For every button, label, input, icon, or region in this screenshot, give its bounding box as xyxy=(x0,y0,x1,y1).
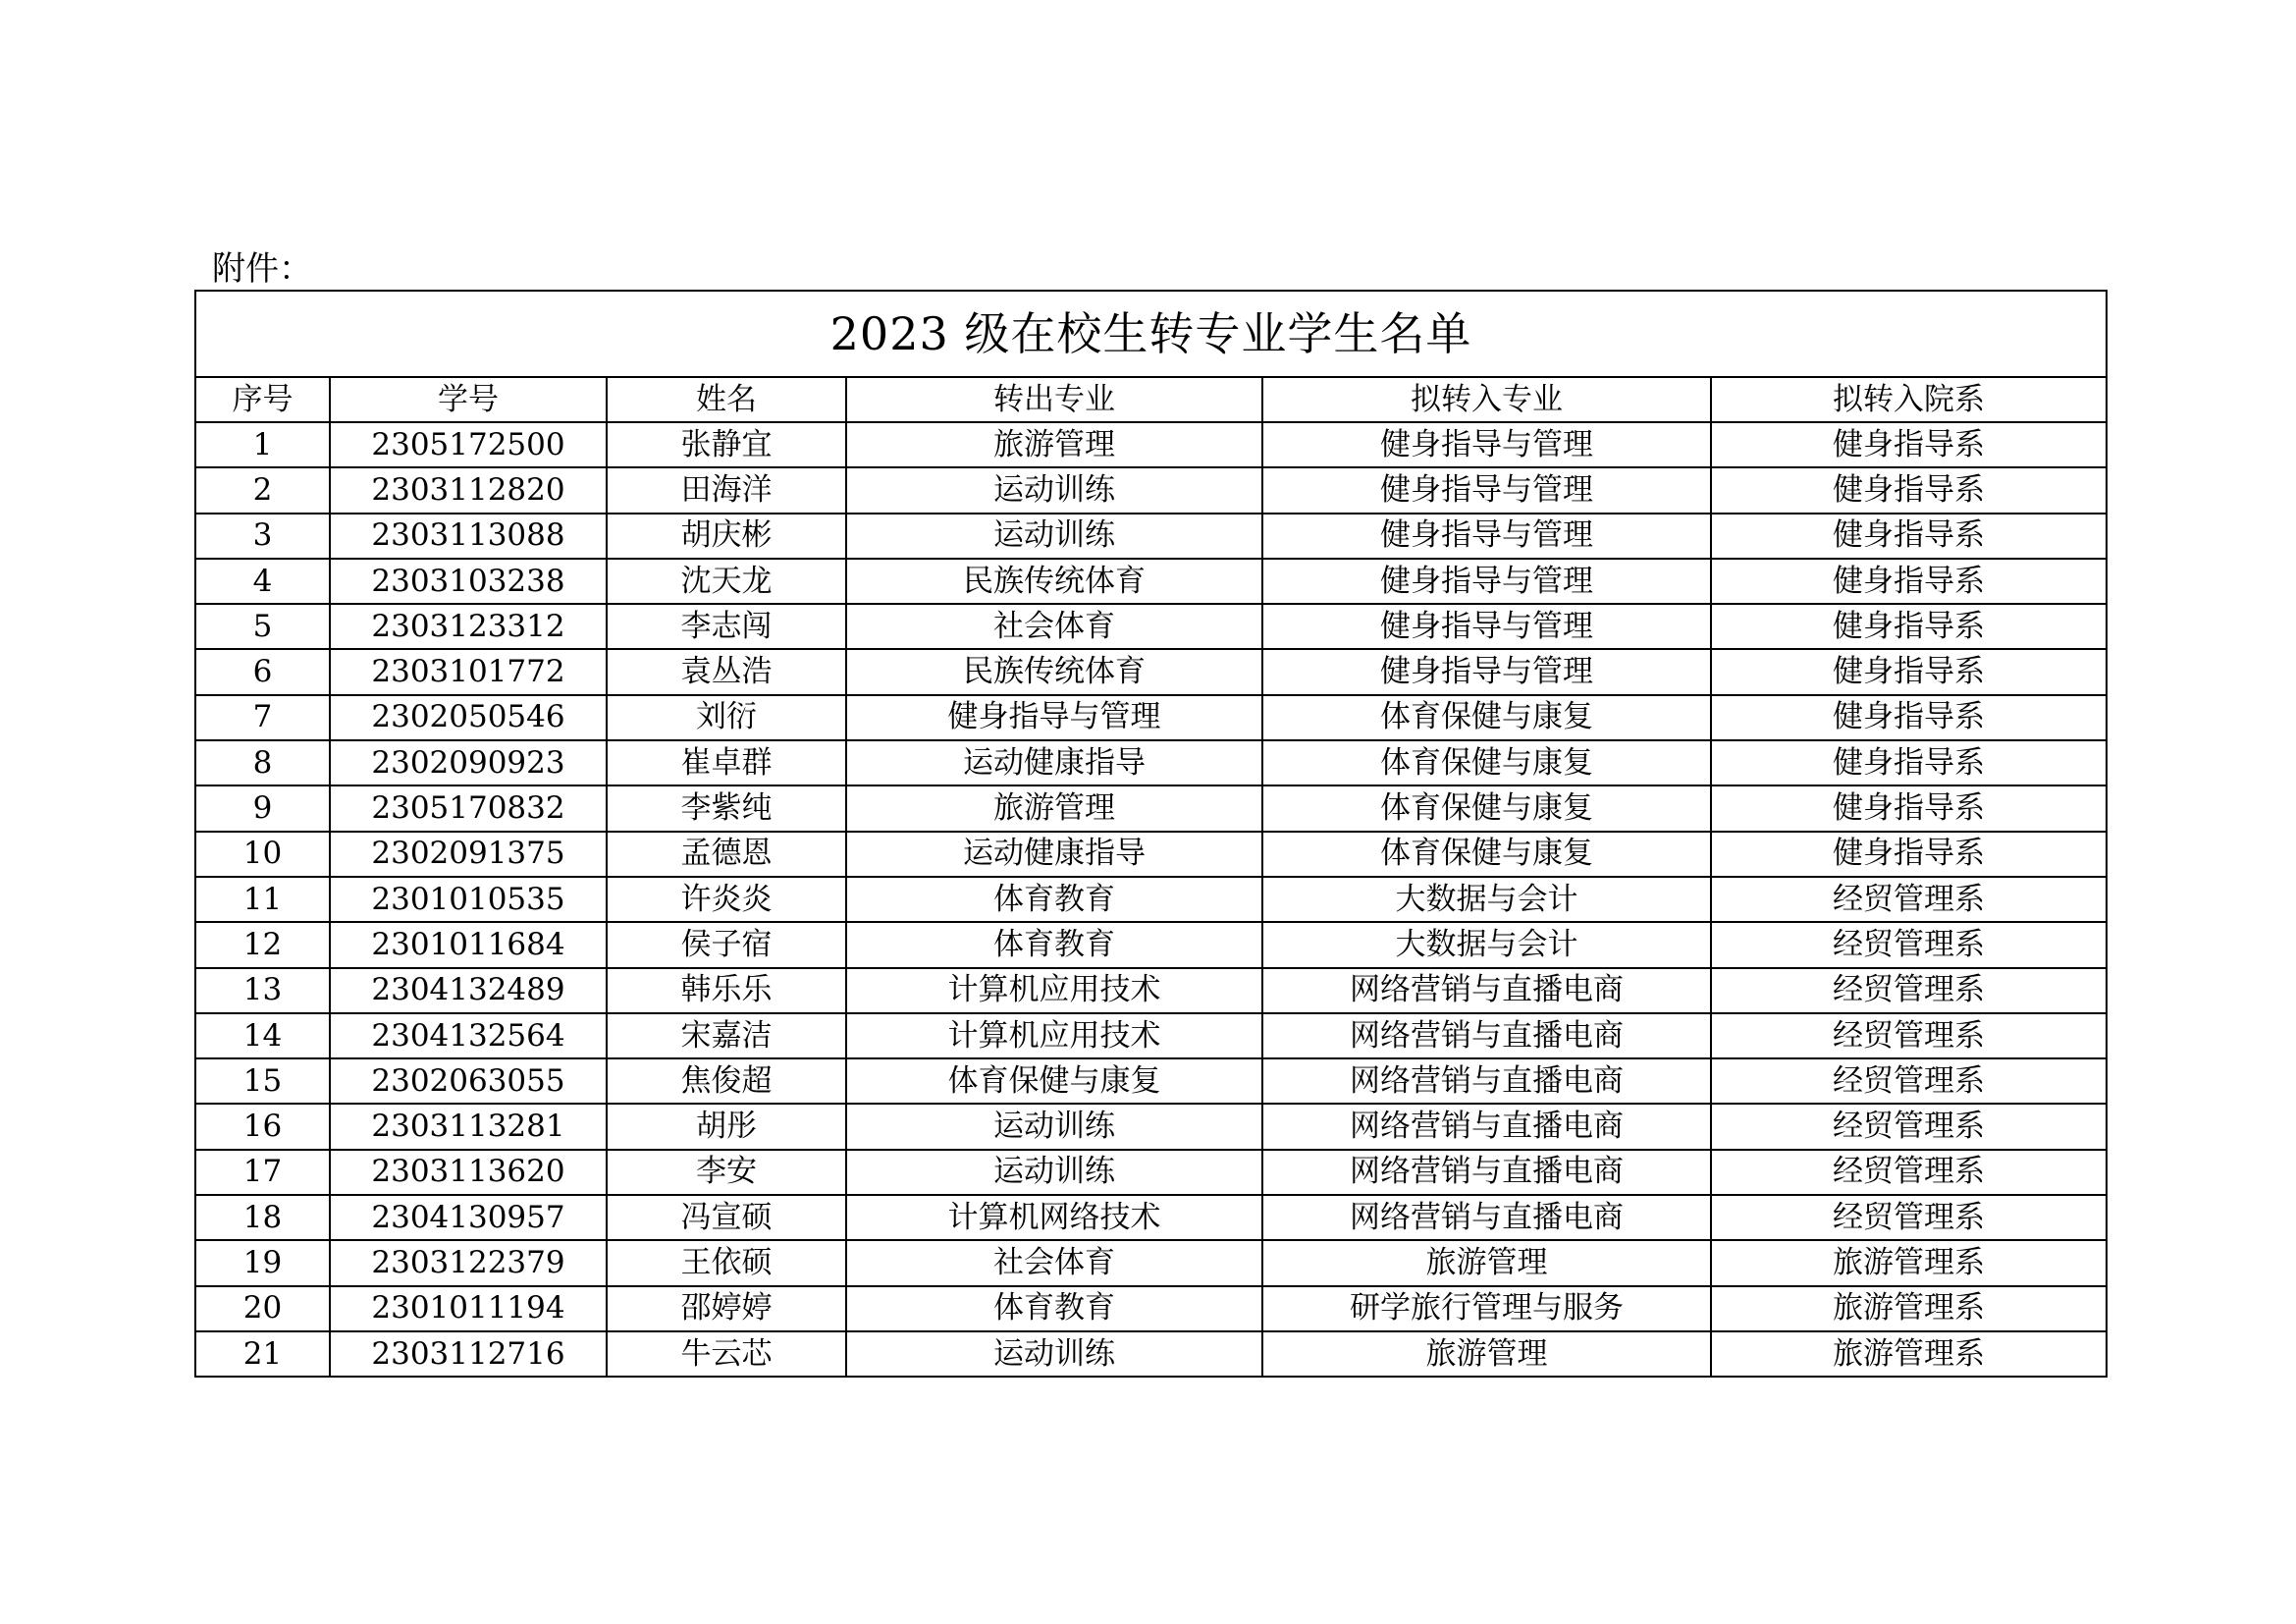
seq-cell: 5 xyxy=(195,604,330,649)
column-header-seq: 序号 xyxy=(195,377,330,422)
transfer-student-table xyxy=(194,290,2108,1378)
to-major-cell: 健身指导与管理 xyxy=(1262,514,1711,559)
name-cell: 袁丛浩 xyxy=(607,649,846,694)
from-major-cell: 运动健康指导 xyxy=(846,832,1262,877)
to-major-cell: 体育保健与康复 xyxy=(1262,785,1711,831)
to-major-cell: 网络营销与直播电商 xyxy=(1262,1195,1711,1240)
table-header-row xyxy=(195,377,2107,422)
student-id-cell: 2301011194 xyxy=(330,1286,607,1331)
to-department-cell: 旅游管理系 xyxy=(1711,1331,2107,1377)
to-major-cell: 网络营销与直播电商 xyxy=(1262,1013,1711,1058)
name-cell: 王依硕 xyxy=(607,1240,846,1285)
column-header-name: 姓名 xyxy=(607,377,846,422)
to-department-cell: 健身指导系 xyxy=(1711,832,2107,877)
name-cell: 李志闯 xyxy=(607,604,846,649)
from-major-cell: 体育教育 xyxy=(846,1286,1262,1331)
student-id-cell: 2305172500 xyxy=(330,422,607,467)
seq-cell: 8 xyxy=(195,740,330,785)
column-header-to-major: 拟转入专业 xyxy=(1262,377,1711,422)
seq-cell: 10 xyxy=(195,832,330,877)
name-cell: 李紫纯 xyxy=(607,785,846,831)
column-header-to-department: 拟转入院系 xyxy=(1711,377,2107,422)
from-major-cell: 社会体育 xyxy=(846,604,1262,649)
to-department-cell: 健身指导系 xyxy=(1711,649,2107,694)
student-id-cell: 2303101772 xyxy=(330,649,607,694)
table-row xyxy=(195,968,2107,1013)
from-major-cell: 社会体育 xyxy=(846,1240,1262,1285)
student-id-cell: 2304132564 xyxy=(330,1013,607,1058)
to-major-cell: 健身指导与管理 xyxy=(1262,604,1711,649)
table-row xyxy=(195,1286,2107,1331)
from-major-cell: 旅游管理 xyxy=(846,785,1262,831)
seq-cell: 6 xyxy=(195,649,330,694)
to-department-cell: 经贸管理系 xyxy=(1711,968,2107,1013)
student-id-cell: 2305170832 xyxy=(330,785,607,831)
student-id-cell: 2302090923 xyxy=(330,740,607,785)
name-cell: 邵婷婷 xyxy=(607,1286,846,1331)
table-row xyxy=(195,1150,2107,1195)
table-row xyxy=(195,922,2107,967)
to-major-cell: 网络营销与直播电商 xyxy=(1262,1104,1711,1149)
to-major-cell: 大数据与会计 xyxy=(1262,922,1711,967)
from-major-cell: 民族传统体育 xyxy=(846,559,1262,604)
student-id-cell: 2303113088 xyxy=(330,514,607,559)
to-department-cell: 经贸管理系 xyxy=(1711,1150,2107,1195)
table-row xyxy=(195,740,2107,785)
table-row xyxy=(195,604,2107,649)
student-id-cell: 2303103238 xyxy=(330,559,607,604)
table-row xyxy=(195,514,2107,559)
to-department-cell: 经贸管理系 xyxy=(1711,1104,2107,1149)
name-cell: 沈天龙 xyxy=(607,559,846,604)
to-major-cell: 健身指导与管理 xyxy=(1262,467,1711,513)
student-id-cell: 2302091375 xyxy=(330,832,607,877)
from-major-cell: 民族传统体育 xyxy=(846,649,1262,694)
name-cell: 胡庆彬 xyxy=(607,514,846,559)
name-cell: 张静宜 xyxy=(607,422,846,467)
seq-cell: 4 xyxy=(195,559,330,604)
student-id-cell: 2301011684 xyxy=(330,922,607,967)
student-id-cell: 2303122379 xyxy=(330,1240,607,1285)
seq-cell: 19 xyxy=(195,1240,330,1285)
seq-cell: 18 xyxy=(195,1195,330,1240)
table-row xyxy=(195,695,2107,740)
to-major-cell: 体育保健与康复 xyxy=(1262,740,1711,785)
to-department-cell: 经贸管理系 xyxy=(1711,922,2107,967)
student-id-cell: 2302050546 xyxy=(330,695,607,740)
student-id-cell: 2304132489 xyxy=(330,968,607,1013)
table-row xyxy=(195,1240,2107,1285)
student-id-cell: 2301010535 xyxy=(330,877,607,922)
table-row xyxy=(195,785,2107,831)
to-major-cell: 网络营销与直播电商 xyxy=(1262,1058,1711,1104)
from-major-cell: 运动训练 xyxy=(846,1104,1262,1149)
to-major-cell: 大数据与会计 xyxy=(1262,877,1711,922)
from-major-cell: 体育保健与康复 xyxy=(846,1058,1262,1104)
table-row xyxy=(195,832,2107,877)
seq-cell: 2 xyxy=(195,467,330,513)
seq-cell: 15 xyxy=(195,1058,330,1104)
to-major-cell: 研学旅行管理与服务 xyxy=(1262,1286,1711,1331)
table-row xyxy=(195,1104,2107,1149)
table-title-row xyxy=(195,291,2107,377)
table-title: 2023 级在校生转专业学生名单 xyxy=(195,291,2107,377)
seq-cell: 11 xyxy=(195,877,330,922)
to-department-cell: 经贸管理系 xyxy=(1711,1058,2107,1104)
name-cell: 侯子宿 xyxy=(607,922,846,967)
seq-cell: 16 xyxy=(195,1104,330,1149)
name-cell: 许炎炎 xyxy=(607,877,846,922)
table-row xyxy=(195,1013,2107,1058)
to-major-cell: 旅游管理 xyxy=(1262,1331,1711,1377)
name-cell: 焦俊超 xyxy=(607,1058,846,1104)
from-major-cell: 体育教育 xyxy=(846,922,1262,967)
from-major-cell: 运动训练 xyxy=(846,514,1262,559)
seq-cell: 17 xyxy=(195,1150,330,1195)
to-department-cell: 旅游管理系 xyxy=(1711,1286,2107,1331)
to-department-cell: 经贸管理系 xyxy=(1711,1013,2107,1058)
table-row xyxy=(195,1058,2107,1104)
to-major-cell: 旅游管理 xyxy=(1262,1240,1711,1285)
name-cell: 冯宣硕 xyxy=(607,1195,846,1240)
seq-cell: 7 xyxy=(195,695,330,740)
student-id-cell: 2303112820 xyxy=(330,467,607,513)
to-department-cell: 经贸管理系 xyxy=(1711,1195,2107,1240)
table-row xyxy=(195,422,2107,467)
student-id-cell: 2303112716 xyxy=(330,1331,607,1377)
from-major-cell: 运动训练 xyxy=(846,1331,1262,1377)
student-id-cell: 2303113620 xyxy=(330,1150,607,1195)
to-department-cell: 健身指导系 xyxy=(1711,740,2107,785)
to-department-cell: 健身指导系 xyxy=(1711,514,2107,559)
name-cell: 孟德恩 xyxy=(607,832,846,877)
attachment-label: 附件： xyxy=(212,249,312,289)
to-major-cell: 体育保健与康复 xyxy=(1262,695,1711,740)
name-cell: 崔卓群 xyxy=(607,740,846,785)
student-id-cell: 2304130957 xyxy=(330,1195,607,1240)
student-id-cell: 2303113281 xyxy=(330,1104,607,1149)
name-cell: 韩乐乐 xyxy=(607,968,846,1013)
to-department-cell: 健身指导系 xyxy=(1711,559,2107,604)
seq-cell: 1 xyxy=(195,422,330,467)
table-row xyxy=(195,559,2107,604)
to-department-cell: 健身指导系 xyxy=(1711,785,2107,831)
from-major-cell: 计算机应用技术 xyxy=(846,1013,1262,1058)
seq-cell: 13 xyxy=(195,968,330,1013)
to-major-cell: 体育保健与康复 xyxy=(1262,832,1711,877)
from-major-cell: 运动训练 xyxy=(846,467,1262,513)
to-department-cell: 旅游管理系 xyxy=(1711,1240,2107,1285)
to-department-cell: 健身指导系 xyxy=(1711,422,2107,467)
column-header-student-id: 学号 xyxy=(330,377,607,422)
from-major-cell: 计算机网络技术 xyxy=(846,1195,1262,1240)
table-row xyxy=(195,1195,2107,1240)
table-row xyxy=(195,649,2107,694)
from-major-cell: 体育教育 xyxy=(846,877,1262,922)
student-id-cell: 2302063055 xyxy=(330,1058,607,1104)
name-cell: 刘衍 xyxy=(607,695,846,740)
to-major-cell: 网络营销与直播电商 xyxy=(1262,968,1711,1013)
name-cell: 李安 xyxy=(607,1150,846,1195)
from-major-cell: 健身指导与管理 xyxy=(846,695,1262,740)
table-body xyxy=(195,422,2107,1377)
to-major-cell: 网络营销与直播电商 xyxy=(1262,1150,1711,1195)
name-cell: 胡彤 xyxy=(607,1104,846,1149)
table-row xyxy=(195,1331,2107,1377)
seq-cell: 14 xyxy=(195,1013,330,1058)
seq-cell: 3 xyxy=(195,514,330,559)
to-major-cell: 健身指导与管理 xyxy=(1262,422,1711,467)
to-major-cell: 健身指导与管理 xyxy=(1262,559,1711,604)
from-major-cell: 旅游管理 xyxy=(846,422,1262,467)
table-row xyxy=(195,467,2107,513)
column-header-from-major: 转出专业 xyxy=(846,377,1262,422)
from-major-cell: 运动健康指导 xyxy=(846,740,1262,785)
name-cell: 牛云芯 xyxy=(607,1331,846,1377)
to-major-cell: 健身指导与管理 xyxy=(1262,649,1711,694)
from-major-cell: 计算机应用技术 xyxy=(846,968,1262,1013)
to-department-cell: 健身指导系 xyxy=(1711,695,2107,740)
student-id-cell: 2303123312 xyxy=(330,604,607,649)
seq-cell: 12 xyxy=(195,922,330,967)
name-cell: 田海洋 xyxy=(607,467,846,513)
name-cell: 宋嘉洁 xyxy=(607,1013,846,1058)
to-department-cell: 健身指导系 xyxy=(1711,604,2107,649)
seq-cell: 9 xyxy=(195,785,330,831)
seq-cell: 20 xyxy=(195,1286,330,1331)
table-row xyxy=(195,877,2107,922)
to-department-cell: 健身指导系 xyxy=(1711,467,2107,513)
from-major-cell: 运动训练 xyxy=(846,1150,1262,1195)
seq-cell: 21 xyxy=(195,1331,330,1377)
to-department-cell: 经贸管理系 xyxy=(1711,877,2107,922)
